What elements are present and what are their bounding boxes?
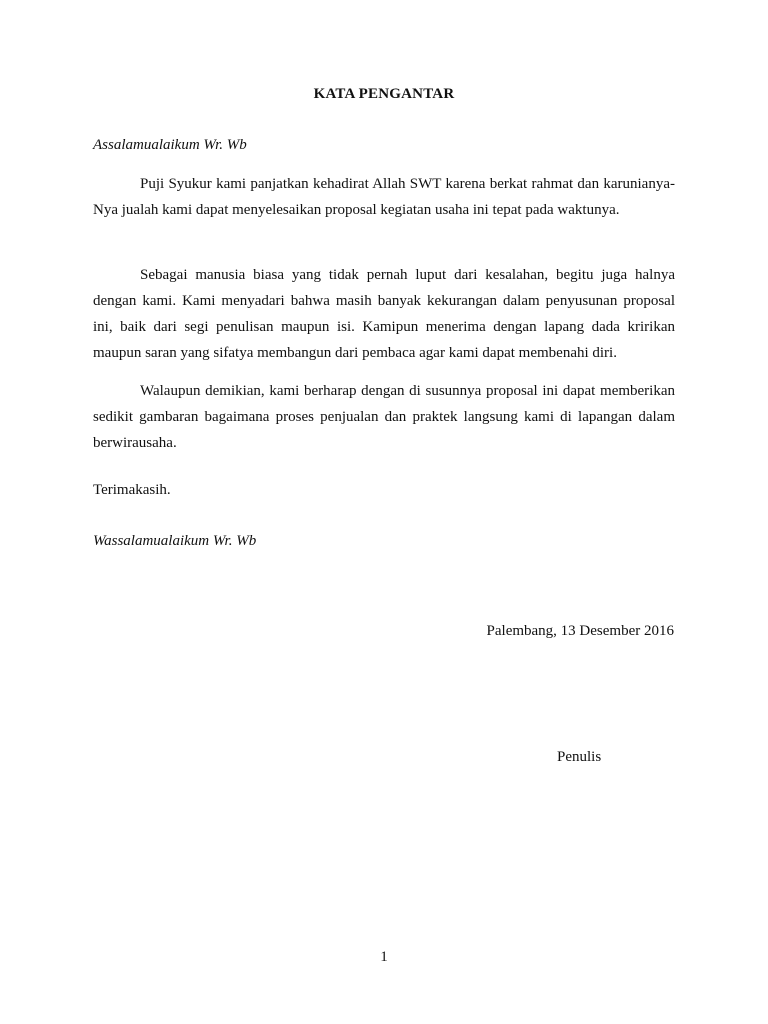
closing-greeting: Wassalamualaikum Wr. Wb [93, 533, 257, 549]
document-title: KATA PENGANTAR [313, 86, 455, 102]
thanks-text: Terimakasih. [93, 482, 171, 498]
paragraph-1: Puji Syukur kami panjatkan kehadirat Allah SWT karena berkat rahmat dan karunianya-Nya jualah kami dapat menyelesaikan proposal kegiatan usaha ini tepat pada waktunya. [93, 176, 675, 218]
paragraph-2: Sebagai manusia biasa yang tidak pernah luput dari kesalahan, begitu juga halnya dengan kami. Kami menyadari bahwa masih banyak kekurangan dalam penyusunan proposal ini, baik dari segi penulisan maupun isi. Kamipun menerima dengan lapang dada kririkan maupun saran yang sifatya membangun dari pembaca agar kami dapat membenahi diri. [93, 267, 675, 361]
place-and-date: Palembang, 13 Desember 2016 [486, 623, 674, 639]
page-number: 1 [380, 949, 388, 965]
author-label: Penulis [557, 749, 602, 765]
paragraph-3: Walaupun demikian, kami berharap dengan di susunnya proposal ini dapat memberikan sedikit gambaran bagaimana proses penjualan dan praktek langsung kami di lapangan dalam berwirausaha. [93, 383, 675, 451]
opening-greeting: Assalamualaikum Wr. Wb [93, 137, 247, 153]
